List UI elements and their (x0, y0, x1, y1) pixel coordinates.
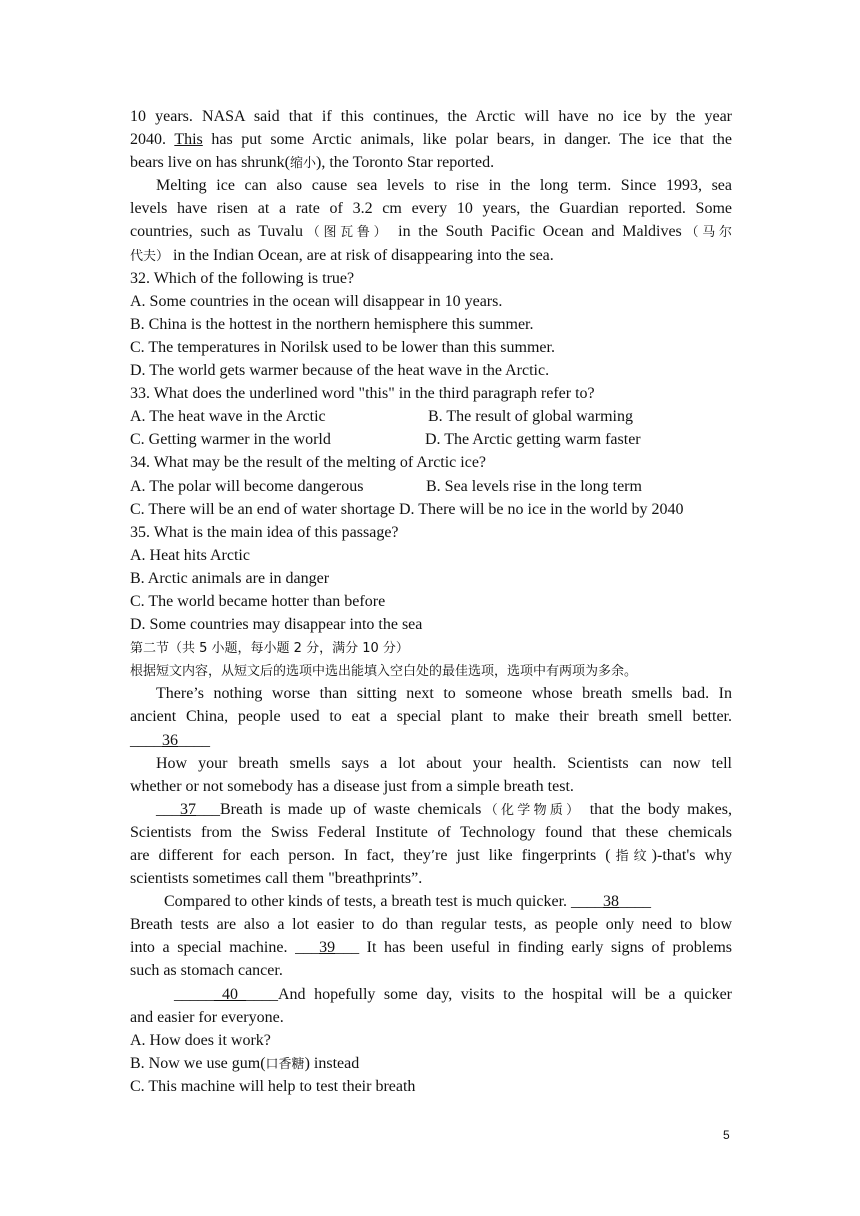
blank-number: 37 (180, 800, 196, 818)
blank-37[interactable] (156, 801, 220, 818)
option-text: B. China is the hottest in the northern hemisphere this summer. (130, 315, 534, 333)
paragraph-line (130, 936, 732, 959)
text: ), the Toronto Star reported. (315, 154, 495, 172)
option-b (130, 313, 732, 336)
paragraph-line (130, 959, 732, 982)
option-c (130, 1075, 732, 1098)
section-title (130, 636, 732, 659)
question-text: 33. What does the underlined word "this" in the third paragraph refer to? (130, 385, 595, 403)
question-text: 32. Which of the following is true? (130, 269, 355, 287)
text: bears live on has shrunk( (130, 154, 290, 172)
paragraph-line (130, 151, 732, 174)
option-a (130, 290, 732, 313)
option-text: A. How does it work? (130, 1031, 271, 1049)
blank-39[interactable] (295, 939, 359, 956)
question-text: 35. What is the main idea of this passage? (130, 523, 399, 541)
option-text: B. Arctic animals are in danger (130, 569, 330, 587)
option-row (130, 428, 732, 451)
paragraph-line (130, 798, 732, 821)
option-a: A. The heat wave in the Arctic (130, 408, 326, 426)
paragraph-line (130, 220, 732, 243)
option-c: C. Getting warmer in the world (130, 431, 331, 449)
paragraph-line (130, 752, 732, 775)
option-text: C. The temperatures in Norilsk used to be lower than this summer. (130, 338, 555, 356)
option-d (130, 613, 732, 636)
blank-line: ____ (178, 731, 210, 749)
blank-number: 38 (603, 893, 620, 911)
option-text: D. The world gets warmer because of the heat wave in the Arctic. (130, 362, 550, 380)
page-number: 5 (723, 1128, 730, 1142)
paragraph-line (130, 705, 732, 728)
option-a (130, 1029, 732, 1052)
text: and easier for everyone. (130, 1008, 284, 1026)
question-33 (130, 382, 732, 405)
option-row (130, 405, 732, 428)
option-b (130, 1052, 732, 1075)
text: in the Indian Ocean, are at risk of disappearing into the sea. (169, 246, 554, 264)
blank-number: 36 (162, 731, 178, 749)
chinese-gloss: 代夫） (130, 248, 170, 264)
blank-line: ____ (130, 731, 162, 749)
option-text: B. Now we use gum( (130, 1054, 266, 1072)
blank-36[interactable] (130, 729, 732, 752)
paragraph-line (130, 174, 732, 197)
question-35 (130, 521, 732, 544)
text: Compared to other kinds of tests, a breath test is much quicker. (164, 893, 572, 911)
text: re just like fingerprints ( (435, 847, 611, 864)
option-b (130, 567, 732, 590)
paragraph-line (130, 128, 732, 151)
section-heading: 第二节（共 5 小题，每小题 2 分，满分 10 分） (130, 641, 409, 657)
text: It has been useful in finding early signs of problems (359, 939, 732, 957)
underlined-word: This (174, 131, 203, 149)
document-page (130, 105, 732, 1098)
option-c (130, 590, 732, 613)
paragraph-line (130, 983, 732, 1006)
chinese-gloss: （马尔 (681, 225, 732, 241)
chinese-gloss: （化学物质） (481, 802, 583, 818)
paragraph-line (130, 821, 732, 844)
question-text: 34. What may be the result of the melting of Arctic ice? (130, 454, 487, 472)
option-c: C. There will be an end of water shortage (130, 500, 395, 518)
question-34 (130, 451, 732, 474)
option-text: A. Some countries in the ocean will disappear in 10 years. (130, 292, 503, 310)
text: countries, such as Tuvalu (130, 223, 303, 241)
blank-line: ___ (295, 939, 320, 957)
text: 2040. (130, 131, 175, 149)
text: whether or not somebody has a disease just from a simple breath test. (130, 777, 574, 795)
option-a (130, 544, 732, 567)
text: )-that's why (651, 847, 732, 864)
paragraph-line (130, 867, 732, 890)
text: Melting ice can also cause sea levels to rise in the long term. Since 1993, sea (156, 177, 732, 195)
option-d: D. There will be no ice in the world by 2040 (398, 500, 684, 518)
option-text: D. Some countries may disappear into the sea (130, 616, 423, 634)
chinese-gloss: 口香糖 (265, 1056, 305, 1072)
blank-line: ____ (619, 893, 652, 911)
option-d: D. The Arctic getting warm faster (425, 431, 641, 449)
paragraph-line (130, 775, 732, 798)
option-text: C. The world became hotter than before (130, 592, 386, 610)
paragraph-line (130, 682, 732, 705)
option-b: B. Sea levels rise in the long term (426, 477, 642, 495)
section-instruction (130, 659, 732, 682)
text: has put some Arctic animals, like polar bears, in danger. The ice that the (202, 131, 732, 149)
text: ancient China, people used to eat a special plant to make their breath smell better. (130, 708, 732, 726)
text: There’s nothing worse than sitting next to someone whose breath smells bad. In (156, 685, 732, 703)
option-text: C. This machine will help to test their breath (130, 1077, 416, 1095)
chinese-gloss: （图瓦鲁） (302, 225, 391, 241)
option-b: B. The result of global warming (428, 408, 633, 426)
paragraph-line (130, 913, 732, 936)
paragraph-line (130, 1006, 732, 1029)
chinese-gloss: 缩小 (289, 156, 316, 172)
text: into a special machine. (130, 939, 296, 957)
option-c (130, 336, 732, 359)
text: And hopefully some day, visits to the hospital will be a quicker (278, 985, 732, 1003)
blank-line: ___ (156, 800, 180, 818)
text: Breath is made up of waste chemicals (220, 800, 482, 818)
blank-line: ____ (571, 893, 604, 911)
option-a: A. The polar will become dangerous (130, 477, 364, 495)
option-d (130, 359, 732, 382)
text: 10 years. NASA said that if this continues, the Arctic will have no ice by the year (130, 108, 732, 125)
instruction-text: 根据短文内容，从短文后的选项中选出能填入空白处的最佳选项，选项中有两项为多余。 (130, 664, 638, 680)
text: Scientists from the Swiss Federal Institute of Technology found that these chemicals (130, 823, 732, 841)
text: scientists sometimes call them "breathprints”. (130, 870, 423, 888)
blank-line: ___ (196, 800, 220, 818)
blank-line: ____ (246, 985, 278, 1003)
chinese-gloss: 指纹 (610, 849, 652, 864)
text: that the body makes, (582, 800, 732, 818)
apostrophe: ’ (430, 849, 436, 864)
paragraph-line (130, 244, 732, 267)
option-row (130, 498, 732, 521)
blank-40[interactable] (174, 986, 278, 1003)
blank-number: _40_ (214, 985, 246, 1003)
option-text: ) instead (304, 1054, 360, 1072)
paragraph-line (130, 105, 732, 128)
text: such as stomach cancer. (130, 962, 283, 980)
paragraph-line (130, 197, 732, 220)
text: levels have risen at a rate of 3.2 cm every 10 years, the Guardian reported. Some (130, 200, 732, 218)
option-row (130, 475, 732, 498)
blank-number: 39 (319, 939, 336, 957)
paragraph-line (130, 844, 732, 867)
blank-38[interactable] (571, 893, 651, 910)
paragraph-line (130, 890, 732, 913)
text: Breath tests are also a lot easier to do than regular tests, as people only need to blow (130, 916, 732, 934)
option-text: A. Heat hits Arctic (130, 546, 250, 564)
text: are different for each person. In fact, they (130, 847, 431, 864)
blank-line: _____ (174, 985, 214, 1003)
blank-line: ___ (335, 939, 360, 957)
question-32 (130, 267, 732, 290)
text: How your breath smells says a lot about your health. Scientists can now tell (156, 754, 732, 772)
text: in the South Pacific Ocean and Maldives (390, 223, 682, 241)
